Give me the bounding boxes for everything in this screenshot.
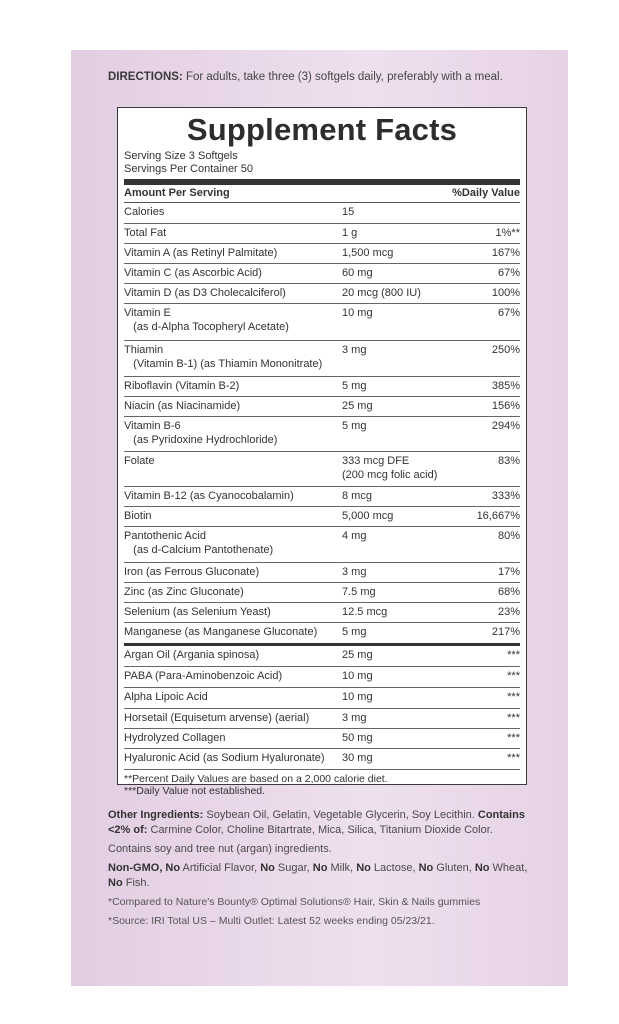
nutrient-row — [124, 667, 520, 688]
supplement-facts-panel — [117, 107, 527, 797]
nutrient-daily-value: 167% — [491, 247, 520, 259]
nutrient-row — [124, 397, 520, 417]
nutrient-row — [124, 244, 520, 264]
nutrient-amount: 3 mg — [342, 566, 367, 578]
nutrient-daily-value: 1%** — [495, 227, 520, 239]
nutrient-rows — [124, 203, 520, 770]
nutrient-amount: 60 mg — [342, 267, 373, 279]
nutrient-row — [124, 417, 520, 452]
nutrient-name: Vitamin E (as d-Alpha Tocopheryl Acetate) — [124, 307, 289, 333]
nutrient-amount: 3 mg — [342, 344, 367, 356]
source-note: *Source: IRI Total US – Multi Outlet: Latest 52 weeks ending 05/23/21. — [108, 915, 435, 927]
nutrient-amount: 5 mg — [342, 626, 367, 638]
nutrient-daily-value: 67% — [497, 267, 520, 279]
nutrient-amount: 50 mg — [342, 732, 373, 744]
non-gmo-text: Wheat, — [489, 862, 528, 874]
nutrient-amount: 4 mg — [342, 530, 367, 542]
allergen-statement: Contains soy and tree nut (argan) ingredients. — [108, 843, 332, 855]
nutrient-row — [124, 527, 520, 563]
nutrient-amount: 10 mg — [342, 691, 373, 703]
nutrient-name: Vitamin D (as D3 Cholecalciferol) — [124, 287, 286, 299]
nutrient-row — [124, 203, 520, 224]
nutrient-name: Argan Oil (Argania spinosa) — [124, 649, 260, 661]
nutrient-row — [124, 304, 520, 341]
nutrient-daily-value: 333% — [491, 490, 520, 502]
nutrient-amount: 30 mg — [342, 752, 373, 764]
footnote-dv-not-established: ***Daily Value not established. — [124, 785, 266, 797]
nutrient-row — [124, 284, 520, 304]
nutrient-name: Alpha Lipoic Acid — [124, 691, 208, 703]
nutrient-name: Thiamin (Vitamin B-1) (as Thiamin Mononitrate) — [124, 344, 323, 370]
other-ingredients — [108, 808, 540, 838]
serving-size: Serving Size 3 Softgels — [124, 150, 238, 162]
nutrient-daily-value: 68% — [497, 586, 520, 598]
nutrient-row — [124, 646, 520, 667]
nutrient-daily-value: 217% — [491, 626, 520, 638]
contains-label: Contains <2% of: — [108, 809, 525, 836]
non-gmo-bold: No — [356, 862, 371, 874]
nutrient-row — [124, 264, 520, 284]
nutrient-name: PABA (Para-Aminobenzoic Acid) — [124, 670, 283, 682]
nutrient-amount: 1 g — [342, 227, 358, 239]
nutrient-name: Iron (as Ferrous Gluconate) — [124, 566, 260, 578]
other-ingredients-text: Soybean Oil, Gelatin, Vegetable Glycerin, Soy Lecithin. — [203, 809, 478, 821]
nutrient-daily-value: 156% — [491, 400, 520, 412]
nutrient-daily-value: 294% — [491, 420, 520, 432]
non-gmo-bold: No — [312, 862, 328, 874]
directions-label: DIRECTIONS: — [108, 71, 183, 83]
non-gmo-text: Lactose, — [370, 862, 419, 874]
nutrient-daily-value: *** — [507, 691, 520, 703]
nutrient-daily-value: 385% — [491, 380, 520, 392]
nutrient-name: Selenium (as Selenium Yeast) — [124, 606, 271, 618]
non-gmo-text: Gluten, — [433, 862, 475, 874]
non-gmo-text: Milk, — [327, 862, 357, 874]
nutrient-row — [124, 452, 520, 487]
nutrient-amount: 5 mg — [342, 380, 367, 392]
header-amount-per-serving: Amount Per Serving — [124, 187, 230, 199]
nutrient-daily-value: 16,667% — [476, 510, 520, 522]
nutrient-name: Niacin (as Niacinamide) — [124, 400, 241, 412]
nutrient-row — [124, 749, 520, 770]
nutrient-name: Hyaluronic Acid (as Sodium Hyaluronate) — [124, 752, 325, 764]
nutrient-row — [124, 623, 520, 646]
footnote-percent-dv: **Percent Daily Values are based on a 2,000 calorie diet. — [124, 773, 388, 785]
nutrient-amount: 5 mg — [342, 420, 367, 432]
nutrient-amount: 5,000 mcg — [342, 510, 394, 522]
nutrient-amount: 25 mg — [342, 649, 373, 661]
table-header — [124, 185, 520, 203]
nutrient-name: Biotin — [124, 510, 152, 522]
lower-text — [108, 808, 540, 933]
nutrient-daily-value: *** — [507, 732, 520, 744]
nutrient-row — [124, 709, 520, 729]
nutrient-name: Pantothenic Acid (as d-Calcium Pantothenate) — [124, 530, 274, 556]
nutrient-row — [124, 377, 520, 397]
nutrient-amount: 20 mcg (800 IU) — [342, 287, 421, 299]
header-daily-value: %Daily Value — [452, 187, 520, 199]
nutrient-row — [124, 487, 520, 507]
nutrient-name: Horsetail (Equisetum arvense) (aerial) — [124, 712, 310, 724]
nutrient-daily-value: 17% — [497, 566, 520, 578]
nutrient-daily-value: *** — [507, 649, 520, 661]
nutrient-name: Total Fat — [124, 227, 167, 239]
nutrient-row — [124, 729, 520, 749]
nutrient-name: Vitamin C (as Ascorbic Acid) — [124, 267, 262, 279]
nutrient-name: Calories — [124, 206, 165, 218]
nutrient-name: Folate — [124, 455, 155, 467]
nutrient-amount: 10 mg — [342, 307, 373, 319]
nutrient-amount: 3 mg — [342, 712, 367, 724]
nutrient-daily-value: *** — [507, 712, 520, 724]
nutrient-row — [124, 563, 520, 583]
nutrient-daily-value: *** — [507, 670, 520, 682]
non-gmo-statement — [108, 861, 540, 891]
nutrient-daily-value: 250% — [491, 344, 520, 356]
nutrient-row — [124, 224, 520, 244]
non-gmo-bold: No — [260, 862, 275, 874]
nutrient-row — [124, 688, 520, 709]
non-gmo-text: Artificial Flavor, — [180, 862, 261, 874]
non-gmo-bold: Non-GMO, No — [108, 862, 181, 874]
nutrient-daily-value: 67% — [497, 307, 520, 319]
servings-per-container: Servings Per Container 50 — [124, 163, 254, 175]
nutrient-name: Vitamin A (as Retinyl Palmitate) — [124, 247, 278, 259]
nutrient-daily-value: 83% — [497, 455, 520, 467]
other-ingredients-label: Other Ingredients: — [108, 809, 204, 821]
nutrient-daily-value: 23% — [497, 606, 520, 618]
comparison-note: *Compared to Nature's Bounty® Optimal Solutions® Hair, Skin & Nails gummies — [108, 896, 481, 908]
nutrient-daily-value: *** — [507, 752, 520, 764]
nutrient-name: Riboflavin (Vitamin B-2) — [124, 380, 240, 392]
non-gmo-text: Sugar, — [274, 862, 313, 874]
nutrient-amount: 15 — [342, 206, 355, 218]
nutrient-row — [124, 507, 520, 527]
directions-text: For adults, take three (3) softgels daily, preferably with a meal. — [182, 71, 503, 83]
nutrient-row — [124, 603, 520, 623]
nutrient-name: Vitamin B-6 (as Pyridoxine Hydrochloride) — [124, 420, 278, 446]
directions — [108, 70, 543, 85]
nutrient-amount: 25 mg — [342, 400, 373, 412]
nutrient-name: Vitamin B-12 (as Cyanocobalamin) — [124, 490, 294, 502]
nutrient-name: Manganese (as Manganese Gluconate) — [124, 626, 318, 638]
nutrient-amount: 10 mg — [342, 670, 373, 682]
nutrient-amount: 12.5 mcg — [342, 606, 388, 618]
nutrient-amount: 1,500 mcg — [342, 247, 394, 259]
non-gmo-text: Fish. — [122, 877, 150, 889]
nutrient-row — [124, 583, 520, 603]
contains-text: Carmine Color, Choline Bitartrate, Mica, Silica, Titanium Dioxide Color. — [147, 824, 493, 836]
nutrient-amount: 8 mcg — [342, 490, 372, 502]
non-gmo-bold: No — [108, 877, 123, 889]
nutrient-name: Zinc (as Zinc Gluconate) — [124, 586, 244, 598]
nutrient-amount: 333 mcg DFE (200 mcg folic acid) — [342, 455, 438, 481]
nutrient-daily-value: 100% — [491, 287, 520, 299]
nutrient-name: Hydrolyzed Collagen — [124, 732, 226, 744]
non-gmo-bold: No — [418, 862, 434, 874]
nutrient-row — [124, 341, 520, 377]
non-gmo-bold: No — [474, 862, 490, 874]
nutrient-amount: 7.5 mg — [342, 586, 376, 598]
facts-title: Supplement Facts — [186, 112, 458, 147]
nutrient-daily-value: 80% — [497, 530, 520, 542]
